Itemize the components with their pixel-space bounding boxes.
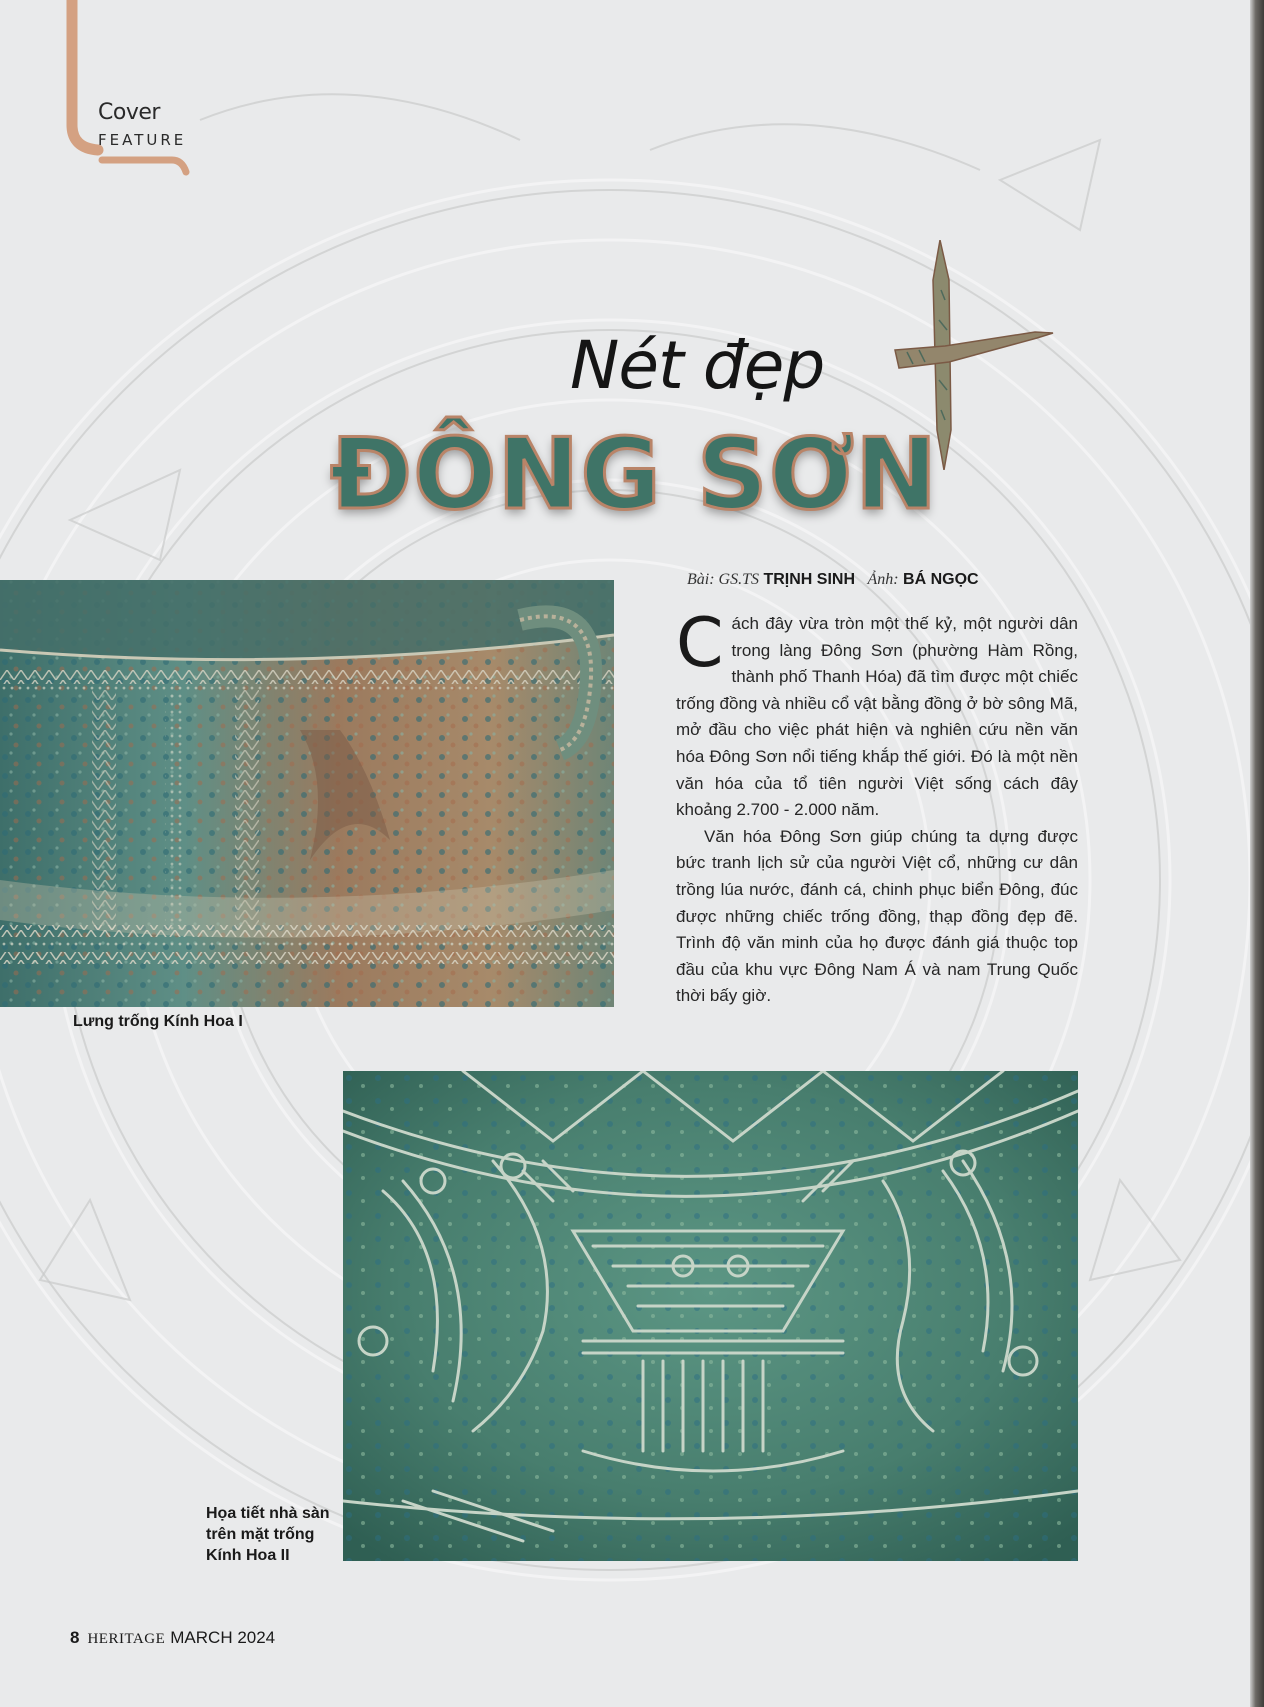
section-sublabel: FEATURE [98,131,187,149]
article-paragraph: Văn hóa Đông Sơn giúp chúng ta dựng được bức tranh lịch sử của người Việt cổ, những cư dân trồng lúa nước, đánh cá, chinh phục biển Đông, đúc được những chiếc trống đồng, thạp đồng đẹp đẽ. Trình độ văn minh của họ được đánh giá thuộc top đầu của khu vực Đông Nam Á và nam Trung Quốc thời bấy giờ. [676,826,1078,1006]
paragraph-text: ách đây vừa tròn một thế kỷ, một người dân trong làng Đông Sơn (phường Hàm Rồng, thành phố Thanh Hóa) đã tìm được một chiếc trống đồng và nhiều cổ vật bằng đồng ở bờ sông Mã, mở đầu cho việc phát hiện và nghiên cứu nền văn hóa Đông Sơn nổi tiếng khắp thế giới. Đó là một nền văn hóa của tổ tiên người Việt sống cách đây khoảng 2.700 - 2.000 năm. [676,614,1078,820]
photo-role: Ảnh: [867,571,899,588]
bronze-drum-side-photo [0,580,614,1007]
page-edge [1250,0,1264,1707]
page-footer [70,1628,275,1648]
image-caption: Họa tiết nhà sàn trên mặt trống Kính Hoa II [206,1505,330,1564]
issue-date: MARCH 2024 [170,1628,276,1647]
image-caption: Lưng trống Kính Hoa I [73,1013,243,1030]
section-bracket-icon [60,0,200,180]
title-kicker: Nét đẹp [570,327,825,404]
bronze-bird-icon [885,240,1055,470]
stilt-house-motif-photo [343,1071,1078,1561]
photographer-name: BÁ NGỌC [903,571,979,588]
author-role: Bài: GS.TS [687,571,759,588]
drop-cap: C [676,604,724,683]
page-number: 8 [70,1628,80,1647]
section-label: Cover [98,100,160,125]
section-marker [60,0,200,180]
byline [687,571,987,589]
page-title: ĐÔNG SƠN [330,418,939,532]
article-paragraph [676,604,1078,824]
author-name: TRỊNH SINH [763,571,856,588]
publication-name: HERITAGE [87,1631,166,1647]
article-body [676,604,1078,1010]
